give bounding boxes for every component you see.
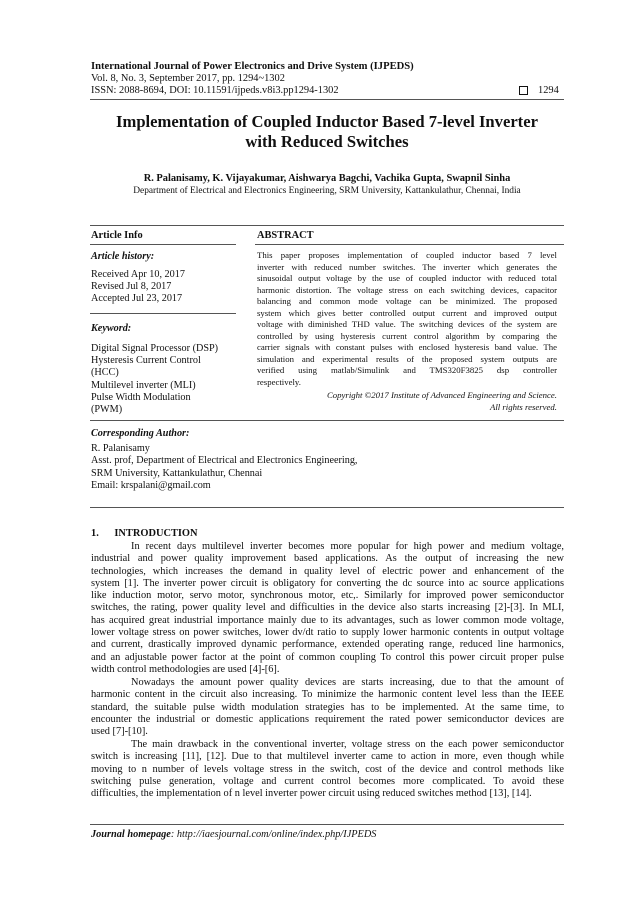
paragraph-line: harmonic content in the circuit also increasing. To minimize the harmonic content level less than the IEEE bbox=[91, 689, 564, 701]
abstract-line: balancing and common mode voltage can be minimized. The proposed bbox=[257, 296, 557, 307]
author-university: SRM University, Kattankulathur, Chennai bbox=[91, 467, 263, 479]
title-line-2: with Reduced Switches bbox=[245, 132, 409, 151]
journal-homepage bbox=[91, 829, 376, 840]
copyright-line-1: Copyright ©2017 Institute of Advanced Engineering and Science. bbox=[326, 390, 557, 400]
paragraph-line: encounter the industrial or domestic applications requirement the rated power semiconductor devices are bbox=[91, 713, 564, 725]
paragraph-line: In recent days multilevel inverter becomes more popular for high power and medium voltage, bbox=[131, 541, 564, 552]
abstract-line: controlled by using hysteresis current control algorithm by comparing the bbox=[257, 330, 557, 341]
abstract-line: This paper proposes implementation of coupled inductor based 7 level bbox=[257, 250, 557, 260]
header-rule bbox=[90, 99, 564, 100]
paragraph-line: Nowadays the amount power quality devices are starts increasing, due to that the amount of bbox=[131, 677, 564, 688]
intro-paragraph-2 bbox=[91, 677, 564, 738]
paragraph-line: lower voltage stress on power switches, lower dv/dt ratio to supply lower harmonic contents in output voltage bbox=[91, 627, 564, 639]
article-info-rule bbox=[90, 244, 236, 245]
abstract-line: carrier signals with constant pulses with enclosed hysteresis band value. The bbox=[257, 342, 557, 353]
keyword-heading: Keyword: bbox=[91, 323, 132, 334]
paragraph-line: moving to n number of levels voltage stress in the switch, cost of the device and control methods like bbox=[91, 763, 564, 775]
keyword-item: Hysteresis Current Control bbox=[91, 355, 201, 367]
abstract-heading: ABSTRACT bbox=[257, 230, 314, 241]
received-date: Received Apr 10, 2017 bbox=[91, 269, 185, 280]
paragraph-line: used [7]-[10]. bbox=[91, 726, 148, 738]
accepted-date: Accepted Jul 23, 2017 bbox=[91, 293, 183, 305]
abstract-line: system which gives better controlled output current and improved output bbox=[257, 307, 557, 318]
abstract-line: sinusoidal output voltage by the use of coupled inductor with reduced total bbox=[257, 273, 557, 284]
keyword-item: Pulse Width Modulation bbox=[91, 391, 191, 403]
article-info-heading: Article Info bbox=[91, 230, 143, 241]
author-name: R. Palanisamy bbox=[91, 443, 150, 454]
info-top-rule bbox=[90, 225, 564, 226]
paragraph-line: switching pulse generation, voltage and current control becomes more complicated. To avoid these bbox=[91, 775, 564, 787]
history-list bbox=[91, 269, 185, 306]
keyword-item: (PWM) bbox=[91, 404, 123, 416]
copyright-notice bbox=[257, 390, 557, 413]
revised-date: Revised Jul 8, 2017 bbox=[91, 281, 172, 293]
corresponding-details bbox=[91, 443, 357, 492]
paragraph-line: standard, the suitable pulse width modulation strategies has to be implemented. At the same time, to bbox=[91, 701, 564, 713]
author-email: Email: krspalani@gmail.com bbox=[91, 479, 211, 491]
author-position: Asst. prof, Department of Electrical and Electronics Engineering, bbox=[91, 455, 358, 467]
abstract-line: simulation and experimental results of the proposed system outputs are bbox=[257, 353, 557, 364]
history-heading: Article history: bbox=[91, 251, 155, 262]
paragraph-line: technologies, which increases the demand in quality level of electric power and enhancement of the bbox=[91, 565, 564, 577]
homepage-link[interactable]: : http://iaesjournal.com/online/index.php/IJPEDS bbox=[170, 829, 377, 840]
paragraph-line: width control methodologies are used [4]-[6]. bbox=[91, 663, 280, 675]
paragraph-line: switches, the rating, power quality level and difficulties in the device also starts increasing [2]-[3]. In MLI, bbox=[91, 602, 564, 614]
paragraph-line: and an adjustable power factor at the point of common coupling To control this power circuit proper pulse bbox=[91, 651, 564, 663]
corresponding-rule bbox=[90, 420, 564, 421]
abstract-body bbox=[257, 250, 557, 389]
paragraph-line: and current, drastically improved dynamic performance, extended operating range, reduced line harmonics, bbox=[91, 639, 564, 651]
section-heading-introduction: 1. INTRODUCTION bbox=[91, 528, 198, 539]
intro-paragraph-3 bbox=[91, 739, 564, 800]
info-bottom-rule bbox=[90, 507, 564, 508]
paragraph-line: has acquired great industrial importance mainly due to its advantages, such as lower common mode voltage, bbox=[91, 614, 564, 626]
abstract-line: verified using matlab/Simulink and TMS320F3825 dsp controller bbox=[257, 365, 557, 376]
issn-doi: ISSN: 2088-8694, DOI: 10.11591/ijpeds.v8i3.pp1294-1302 bbox=[91, 85, 339, 96]
volume-info: Vol. 8, No. 3, September 2017, pp. 1294~1302 bbox=[91, 73, 285, 84]
checkbox-square-icon bbox=[519, 86, 528, 95]
keyword-item: Digital Signal Processor (DSP) bbox=[91, 343, 219, 354]
paper-title bbox=[90, 112, 564, 152]
homepage-label: Journal homepage bbox=[91, 829, 171, 840]
copyright-line-2: All rights reserved. bbox=[490, 401, 557, 412]
title-line-1: Implementation of Coupled Inductor Based 7-level Inverter bbox=[116, 112, 538, 131]
corresponding-heading: Corresponding Author: bbox=[91, 428, 190, 439]
page-number: 1294 bbox=[538, 85, 559, 96]
paragraph-line: difficulties, the implementation of n level inverter power circuit using reduced switches method [13], [14]. bbox=[91, 788, 532, 800]
authors: R. Palanisamy, K. Vijayakumar, Aishwarya Bagchi, Vachika Gupta, Swapnil Sinha bbox=[143, 173, 511, 184]
keyword-item: Multilevel inverter (MLI) bbox=[91, 379, 196, 391]
keyword-item: (HCC) bbox=[91, 367, 119, 379]
paragraph-line: switch is increasing [11], [12]. Due to that multilevel inverter came to action in more, even though while bbox=[91, 751, 564, 763]
footer-rule bbox=[90, 824, 564, 825]
abstract-rule bbox=[255, 244, 564, 245]
paragraph-line: The main drawback in the conventional inverter, voltage stress on the each power semiconductor bbox=[131, 739, 564, 750]
journal-name: International Journal of Power Electronics and Drive System (IJPEDS) bbox=[91, 61, 414, 72]
abstract-line: harmonic distortion. The voltage stress on each switching devices, capacitor bbox=[257, 284, 557, 295]
abstract-line: voltage with diminished THD value. The switching devices of the system are bbox=[257, 319, 557, 330]
affiliation: Department of Electrical and Electronics Engineering, SRM University, Kattankulathur, Chennai, India bbox=[133, 186, 521, 196]
keyword-list bbox=[91, 343, 218, 416]
abstract-line: inverter with reduced number switches. The inverter which generates the bbox=[257, 261, 557, 272]
paragraph-line: industrial and power quality improvement based applications. As the output of increasing the new bbox=[91, 553, 564, 565]
intro-paragraph-1 bbox=[91, 541, 564, 676]
abstract-line: respectively. bbox=[257, 377, 301, 388]
paragraph-line: like induction motor, servo motor, synchronous motor, etc,. Similarly for improved power semiconductor bbox=[91, 590, 564, 602]
keyword-rule bbox=[90, 313, 236, 314]
paragraph-line: system [1]. The inverter power circuit is obligatory for converting the dc source into ac source applications bbox=[91, 577, 564, 589]
